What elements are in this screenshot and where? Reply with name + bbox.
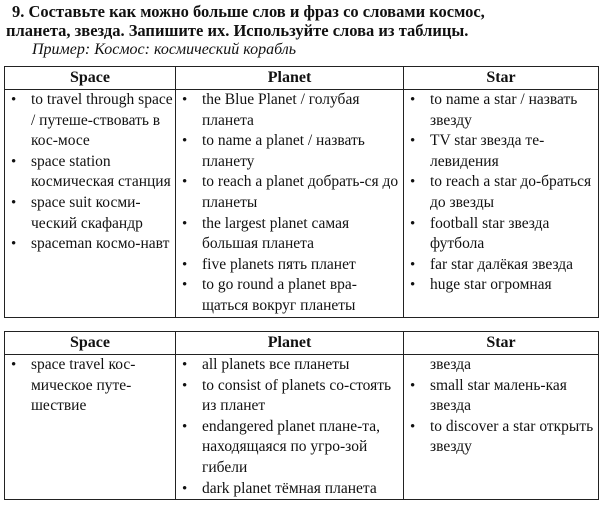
list-item: • to reach a planet добрать-ся до планеты <box>180 172 401 213</box>
task-title-line-2: планета, звезда. Запишите их. Используйте слова из таблицы. <box>6 21 469 40</box>
planet-list <box>180 90 401 317</box>
list-item: • space suit косми-ческий скафандр <box>9 193 173 234</box>
list-item: • small star малень-кая звезда <box>408 376 596 417</box>
list-item: • to consist of planets со-стоять из планет <box>180 376 401 417</box>
list-item: • the largest planet самая большая планета <box>180 214 401 255</box>
task-header <box>6 2 598 59</box>
table-1-body-row <box>5 90 599 318</box>
header-planet: Planet <box>176 332 404 355</box>
star-cell <box>404 90 599 318</box>
table-2-body-row <box>5 355 599 500</box>
space-list <box>9 90 173 255</box>
list-item: • to travel through space / путеше-ствовать в кос-мосе <box>9 90 173 152</box>
star-list <box>408 355 596 458</box>
planet-list <box>180 355 401 499</box>
header-star: Star <box>404 67 599 90</box>
list-item-continuation: звезда <box>430 356 472 373</box>
list-item: • to discover a star открыть звезду <box>408 417 596 458</box>
list-item: • endangered planet плане-та, находящаяся по угро-зой гибели <box>180 417 401 479</box>
header-star: Star <box>404 332 599 355</box>
table-1-header-row <box>5 67 599 90</box>
vocab-table-1 <box>4 66 599 318</box>
list-item: • far star далёкая звезда <box>408 255 596 276</box>
list-item: • to go round a planet вра-щаться вокруг планеты <box>180 275 401 316</box>
planet-cell <box>176 355 404 500</box>
list-item: • all planets все планеты <box>180 355 401 376</box>
list-item: • to reach a star до-браться до звезды <box>408 172 596 213</box>
list-item: • TV star звезда те-левидения <box>408 131 596 172</box>
planet-cell <box>176 90 404 318</box>
list-item: • five planets пять планет <box>180 255 401 276</box>
header-planet: Planet <box>176 67 404 90</box>
star-cell <box>404 355 599 500</box>
vocab-table-2 <box>4 331 599 500</box>
task-example: Пример: Космос: космический корабль <box>32 41 297 58</box>
list-item: • to name a star / назвать звезду <box>408 90 596 131</box>
list-item: • to name a planet / назвать планету <box>180 131 401 172</box>
list-item: • space travel кос-мическое путе-шествие <box>9 355 173 417</box>
header-space: Space <box>5 67 176 90</box>
list-item: • space station космическая станция <box>9 152 173 193</box>
header-space: Space <box>5 332 176 355</box>
star-list <box>408 90 596 296</box>
space-list <box>9 355 173 417</box>
list-item: • spaceman космо-навт <box>9 234 173 255</box>
list-item: • the Blue Planet / голубая планета <box>180 90 401 131</box>
table-2-header-row <box>5 332 599 355</box>
list-item: • huge star огромная <box>408 275 596 296</box>
list-item: • dark planet тёмная планета <box>180 479 401 500</box>
task-title-line-1: 9. Составьте как можно больше слов и фраз со словами космос, <box>12 2 485 21</box>
list-item: • football star звезда футбола <box>408 214 596 255</box>
space-cell <box>5 90 176 318</box>
space-cell <box>5 355 176 500</box>
